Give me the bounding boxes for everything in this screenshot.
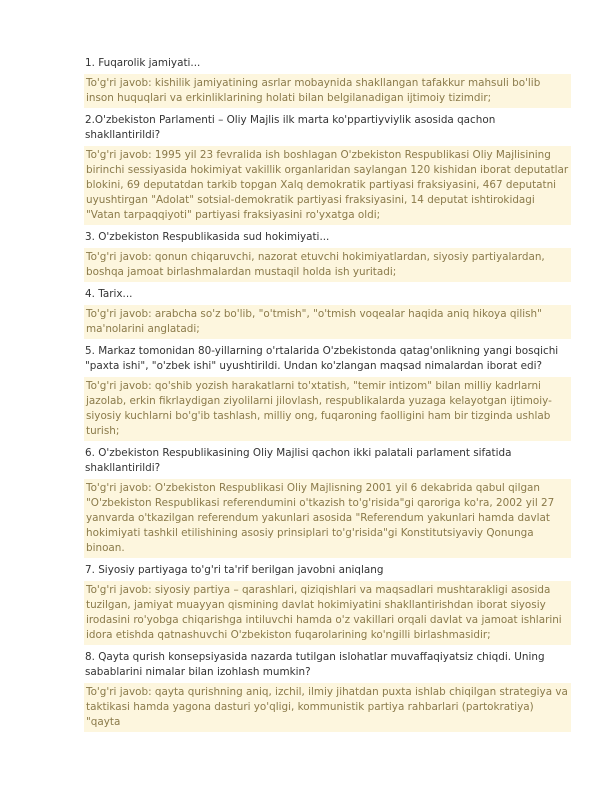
qa-item-5 [84, 344, 571, 441]
answer-text: To'g'ri javob: arabcha so'z bo'lib, "o'tmish", "o'tmish voqealar haqida aniq hikoya qilish" ma'nolarini anglatadi; [84, 305, 571, 339]
answer-text: To'g'ri javob: qonun chiqaruvchi, nazorat etuvchi hokimiyatlardan, siyosiy partiyalardan, boshqa jamoat birlashmalardan mustaqil holda ish yuritadi; [84, 248, 571, 282]
document-page [84, 56, 571, 737]
question-text: 1. Fuqarolik jamiyati... [85, 57, 201, 69]
question-text: 5. Markaz tomonidan 80-yillarning o'rtalarida O'zbekistonda qatag'onlikning yangi bosqichi "paxta ishi", "o'zbek ishi" uyushtirildi. Undan ko'zlangan maqsad nimalardan iborat edi? [85, 345, 559, 372]
qa-item-3 [84, 230, 571, 282]
question-text: 3. O'zbekiston Respublikasida sud hokimiyati... [85, 231, 330, 243]
qa-item-7 [84, 563, 571, 645]
answer-text: To'g'ri javob: qo'shib yozish harakatlarni to'xtatish, "temir intizom" bilan milliy kadrlarni jazolab, erkin fikrlaydigan ziyolilarni jilovlash, respublikalarda yuzaga kelayotgan ijtimoiy-siyosiy kuchlarni bo'g'ib tashlash, milliy ong, fuqaroning faolligini ham bir tizginda ushlab turish; [84, 377, 571, 441]
qa-item-4 [84, 287, 571, 339]
question-text: 8. Qayta qurish konsepsiyasida nazarda tutilgan islohatlar muvaffaqiyatsiz chiqdi. Uning sabablarini nimalar bilan izohlash mumkin? [85, 651, 545, 678]
qa-item-1 [84, 56, 571, 108]
qa-item-8 [84, 650, 571, 732]
answer-text: To'g'ri javob: qayta qurishning aniq, izchil, ilmiy jihatdan puxta ishlab chiqilgan strategiya va taktikasi hamda yagona dasturi yo'qligi, kommunistik partiya rahbarlari (partokratiya) "qayta [84, 683, 571, 732]
qa-item-2 [84, 113, 571, 225]
question-text: 6. O'zbekiston Respublikasining Oliy Majlisi qachon ikki palatali parlament sifatida shakllantirildi? [85, 447, 512, 474]
question-text: 7. Siyosiy partiyaga to'g'ri ta'rif berilgan javobni aniqlang [85, 564, 384, 576]
qa-item-6 [84, 446, 571, 558]
answer-text: To'g'ri javob: 1995 yil 23 fevralida ish boshlagan O'zbekiston Respublikasi Oliy Majlisining birinchi sessiyasida hokimiyat vakillik organlaridan saylangan 120 kishidan iborat deputatlar blokini, 69 deputatdan tarkib topgan Xalq demokratik partiyasi fraksiyasini, 467 deputatni uyushtirgan "Adolat" sotsial-demokratik partiyasi fraksiyasini, 14 deputat ishtirokidagi "Vatan tarpaqqiyoti" partiyasi fraksiyasini ro'yxatga oldi; [84, 146, 571, 225]
answer-text: To'g'ri javob: kishilik jamiyatining asrlar mobaynida shakllangan tafakkur mahsuli bo'lib inson huquqlari va erkinliklarining holati bilan belgilanadigan ijtimoiy tizimdir; [84, 74, 571, 108]
answer-text: To'g'ri javob: siyosiy partiya – qarashlari, qiziqishlari va maqsadlari mushtarakligi asosida tuzilgan, jamiyat muayyan qismining davlat hokimiyatini shakllantirishdan iborat siyosiy irodasini ro'yobga chiqarishga intiluvchi hamda o'z vakillari orqali davlat va jamoat ishlarini idora etishda qatnashuvchi O'zbekiston fuqarolarining ko'ngilli birlashmasidir; [84, 581, 571, 645]
answer-text: To'g'ri javob: O'zbekiston Respublikasi Oliy Majlisning 2001 yil 6 dekabrida qabul qilgan "O'zbekiston Respublikasi referendumini o'tkazish to'g'risida"gi qaroriga ko'ra, 2002 yil 27 yanvarda o'tkazilgan referendum yakunlari asosida "Referendum yakunlari hamda davlat hokimiyati tashkil etilishining asosiy prinsiplari to'g'risida"gi Konstitutsiyaviy Qonunga binoan. [84, 479, 571, 558]
question-text: 4. Tarix... [85, 288, 133, 300]
question-text: 2.O'zbekiston Parlamenti – Oliy Majlis ilk marta ko'ppartiyviylik asosida qachon shakllantirildi? [85, 114, 496, 141]
